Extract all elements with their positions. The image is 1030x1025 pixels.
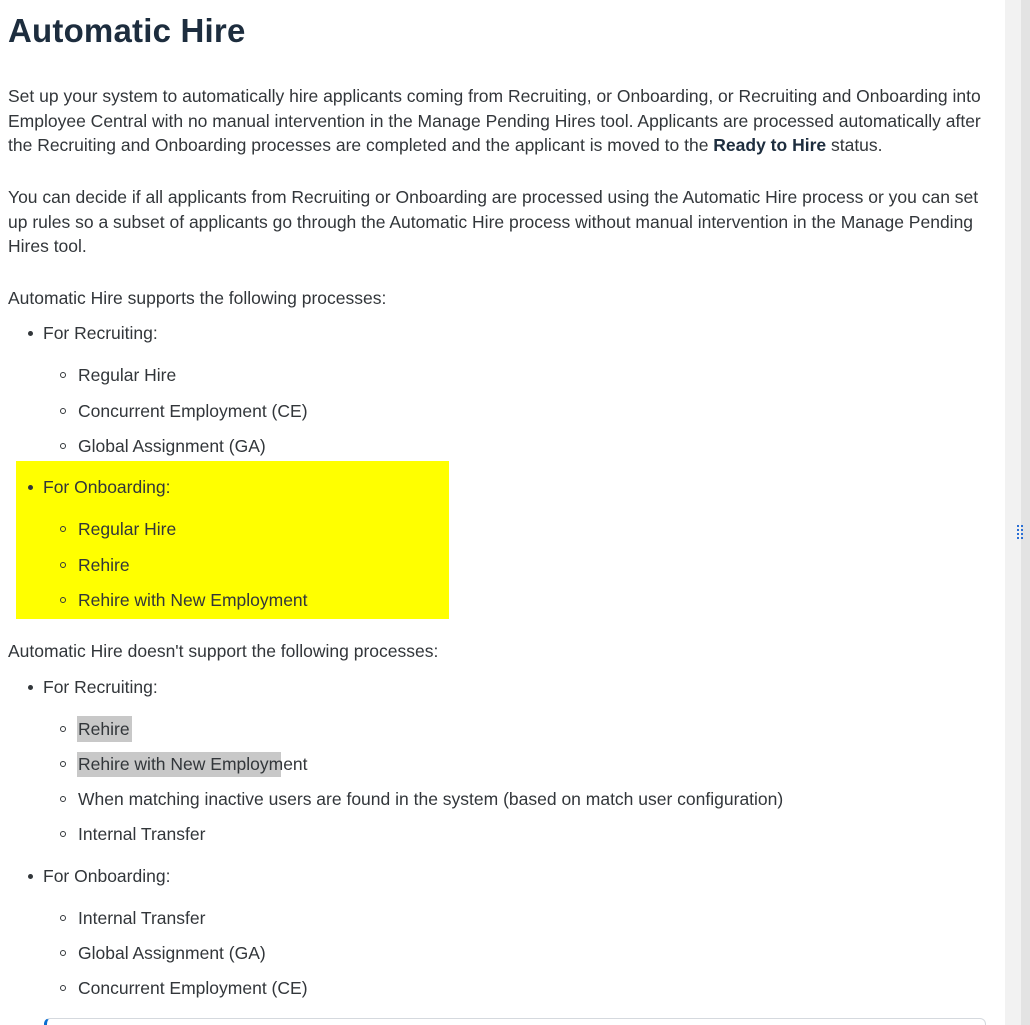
- list-item: Rehire: [78, 555, 130, 575]
- bullet-icon: [28, 874, 33, 879]
- circle-bullet-icon: [60, 443, 66, 449]
- bullet-icon: [28, 331, 33, 336]
- not-supported-heading: Automatic Hire doesn't support the following processes:: [8, 641, 439, 661]
- ready-to-hire-term: Ready to Hire: [713, 135, 827, 155]
- circle-bullet-icon: [60, 915, 66, 921]
- circle-bullet-icon: [60, 950, 66, 956]
- list-item: Global Assignment (GA): [78, 436, 266, 456]
- page-title: Automatic Hire: [8, 12, 246, 49]
- unsupported-onboarding-label: For Onboarding:: [43, 866, 171, 886]
- circle-bullet-icon: [60, 761, 66, 767]
- circle-bullet-icon: [60, 526, 66, 532]
- list-item: Concurrent Employment (CE): [78, 978, 308, 998]
- circle-bullet-icon: [60, 372, 66, 378]
- scrollbar[interactable]: [1021, 0, 1030, 1025]
- bullet-icon: [28, 685, 33, 690]
- circle-bullet-icon: [60, 831, 66, 837]
- supported-onboarding-label: For Onboarding:: [43, 477, 171, 497]
- list-item: Rehire with New Employment: [78, 754, 308, 774]
- list-item: Rehire: [78, 719, 130, 739]
- circle-bullet-icon: [60, 726, 66, 732]
- circle-bullet-icon: [60, 985, 66, 991]
- circle-bullet-icon: [60, 562, 66, 568]
- list-item: When matching inactive users are found in the system (based on match user configuration): [78, 789, 784, 809]
- circle-bullet-icon: [60, 597, 66, 603]
- info-box: [44, 1018, 986, 1025]
- list-item: Internal Transfer: [78, 908, 206, 928]
- bullet-icon: [28, 485, 33, 490]
- intro-paragraph-2: You can decide if all applicants from Recruiting or Onboarding are processed using the Automatic Hire process or you can set up rules so a subset of applicants go through the Automatic Hire process without manual intervention in the Manage Pending Hires tool.: [8, 187, 979, 256]
- list-item: Regular Hire: [78, 365, 177, 385]
- drag-handle-icon[interactable]: [1017, 525, 1025, 541]
- intro-text-end: status.: [826, 135, 883, 155]
- intro-paragraph-1: [8, 84, 993, 158]
- circle-bullet-icon: [60, 796, 66, 802]
- unsupported-recruiting-label: For Recruiting:: [43, 677, 158, 697]
- circle-bullet-icon: [60, 408, 66, 414]
- supports-heading: Automatic Hire supports the following processes:: [8, 288, 387, 308]
- list-item: Global Assignment (GA): [78, 943, 266, 963]
- list-item: Regular Hire: [78, 519, 177, 539]
- intro-text: Set up your system to automatically hire applicants coming from Recruiting, or Onboarding, or Recruiting and Onboarding into Employee Central with no manual intervention in the Manage Pending Hires tool. Applicants are processed automatically after the Recruiting and Onboarding processes are completed and the applicant is moved to the: [8, 86, 981, 155]
- list-item: Concurrent Employment (CE): [78, 401, 308, 421]
- list-item: Rehire with New Employment: [78, 590, 308, 610]
- supported-recruiting-label: For Recruiting:: [43, 323, 158, 343]
- list-item: Internal Transfer: [78, 824, 206, 844]
